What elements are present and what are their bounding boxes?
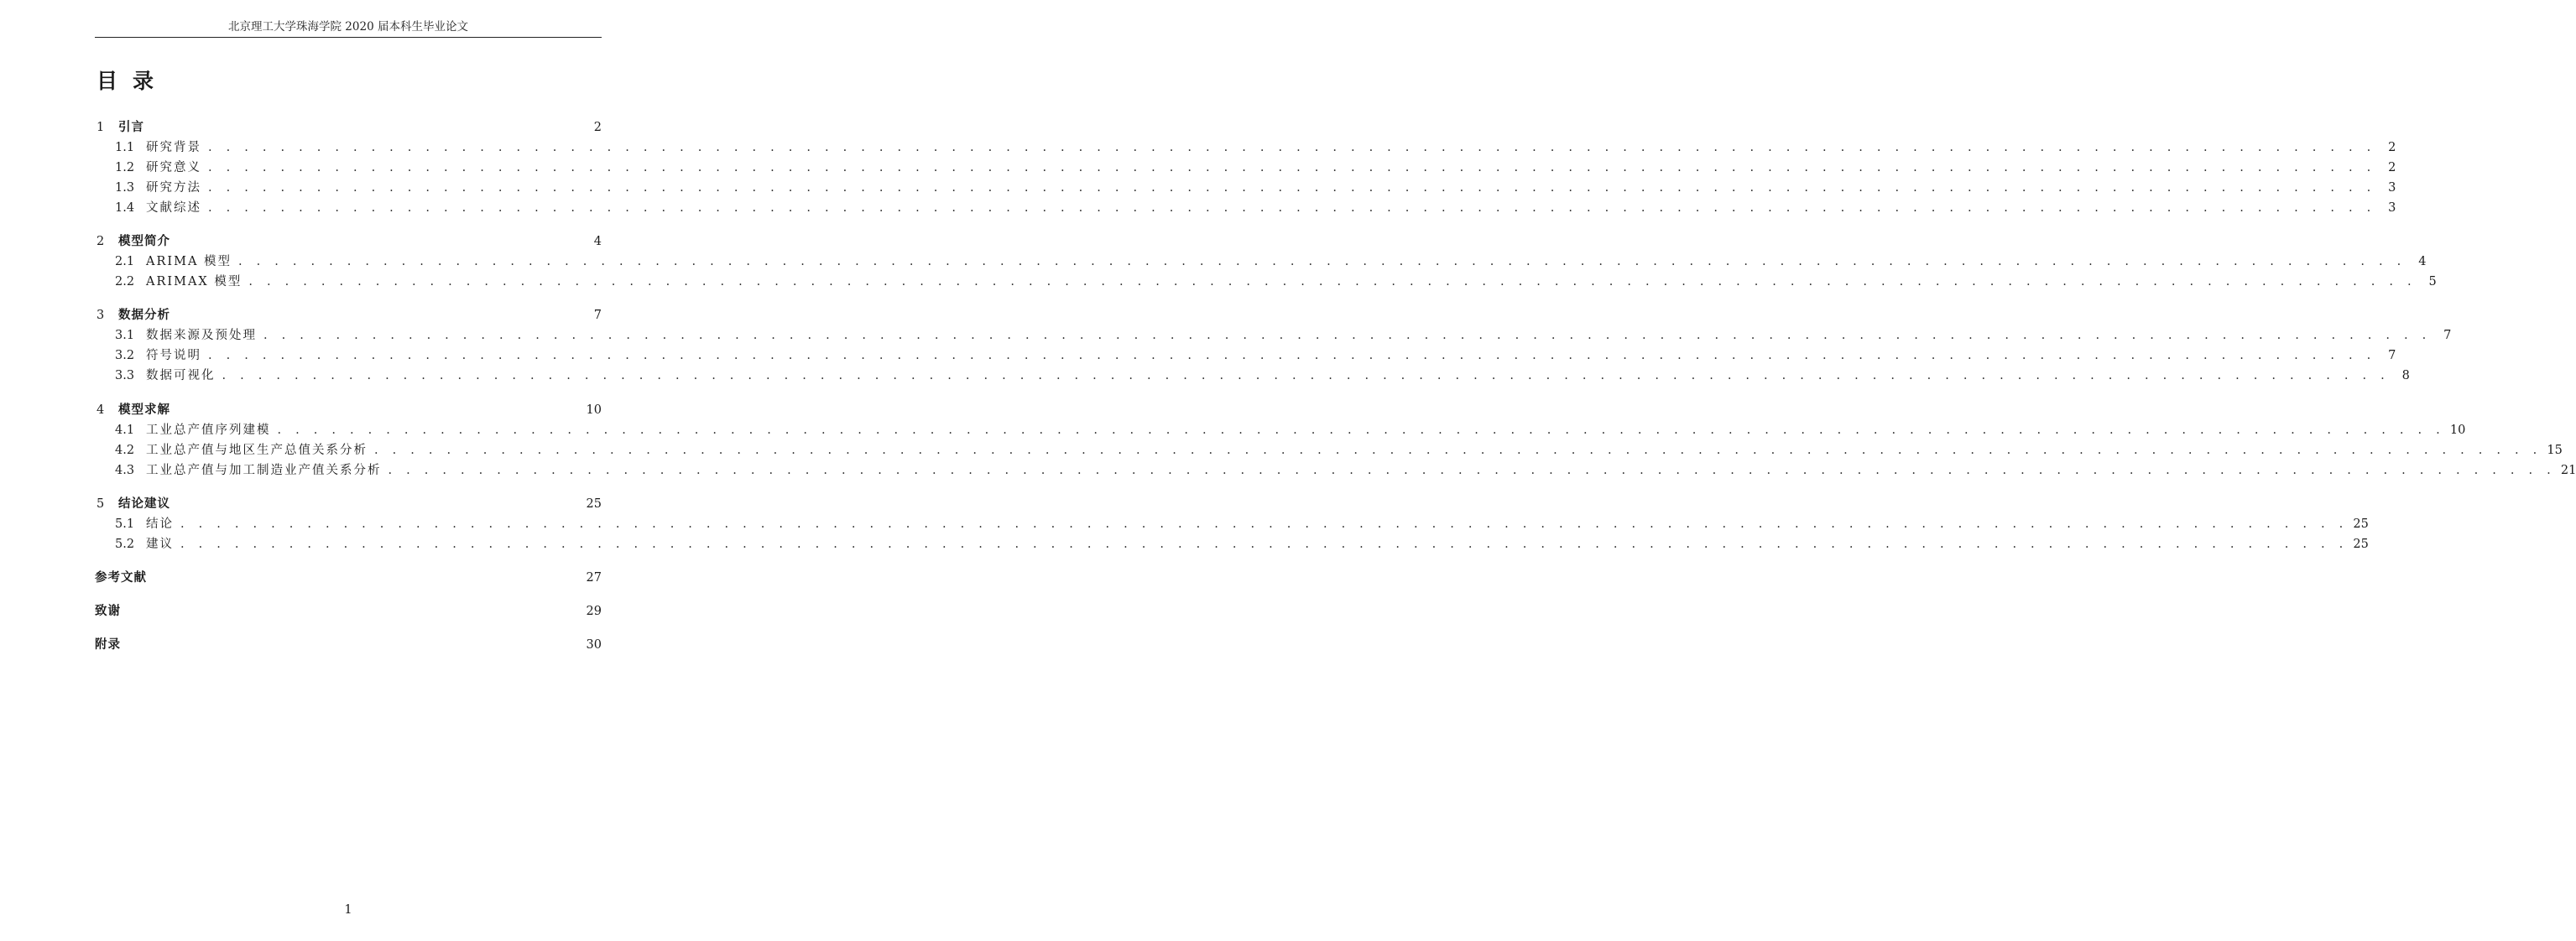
toc-entry-title: 符号说明 xyxy=(146,349,201,362)
toc-entry-page: 25 xyxy=(586,497,602,511)
toc-entry-title: ARIMAX 模型 xyxy=(146,275,242,289)
toc-entry-page: 21 xyxy=(2560,464,2576,477)
dot-leader: . . . . . . . . . . . . . . . . . . . . . . . . . . . . . . . . . . . . . . . . . . . . . . . . . . . . . . . . . . . . . . . . . . . . . . . . . . . . . . . . . . . . . . . . . . . . . . . . . . . . . . . . . . . . . . . . . . . . . . . . xyxy=(222,369,2390,382)
dot-leader: . . . . . . . . . . . . . . . . . . . . . . . . . . . . . . . . . . . . . . . . . . . . . . . . . . . . . . . . . . . . . . . . . . . . . . . . . . . . . . . . . . . . . . . . . . . . . . . . . . . . . . . . . . . . . . . . . . . . . . . . xyxy=(388,464,2556,477)
toc-entry-page: 7 xyxy=(2443,329,2452,342)
toc-entry-number: 4 xyxy=(96,403,105,417)
toc-entry-number: 3.2 xyxy=(115,349,135,362)
toc-entry-page: 30 xyxy=(586,638,602,652)
toc-chapter-entry[interactable] xyxy=(95,306,602,325)
dot-leader: . . . . . . . . . . . . . . . . . . . . . . . . . . . . . . . . . . . . . . . . . . . . . . . . . . . . . . . . . . . . . . . . . . . . . . . . . . . . . . . . . . . . . . . . . . . . . . . . . . . . . . . . . . . . . . . . . . . . . . . . xyxy=(238,255,2407,268)
toc-entry-number: 1.4 xyxy=(115,201,135,215)
toc-entry-page: 10 xyxy=(2449,424,2466,437)
toc-entry-title: 模型求解 xyxy=(118,403,170,417)
toc-entry-page: 25 xyxy=(2353,538,2369,551)
toc-entry-number: 2.2 xyxy=(115,275,135,289)
toc-entry-number: 2 xyxy=(96,235,105,248)
toc-entry-number: 4.1 xyxy=(115,424,135,437)
toc-entry-page: 29 xyxy=(586,605,602,618)
toc-entry-page: 4 xyxy=(2418,255,2427,268)
toc-entry-title: 建议 xyxy=(146,538,174,551)
toc-entry-page: 8 xyxy=(2401,369,2410,382)
toc-section-entry[interactable] xyxy=(95,199,2396,217)
dot-leader: . . . . . . . . . . . . . . . . . . . . . . . . . . . . . . . . . . . . . . . . . . . . . . . . . . . . . . . . . . . . . . . . . . . . . . . . . . . . . . . . . . . . . . . . . . . . . . . . . . . . . . . . . . . . . . . . . . . . . . . . xyxy=(277,424,2445,437)
toc-entry-number: 5 xyxy=(96,497,105,511)
toc-entry-title: 数据来源及预处理 xyxy=(146,329,257,342)
dot-leader: . . . . . . . . . . . . . . . . . . . . . . . . . . . . . . . . . . . . . . . . . . . . . . . . . . . . . . . . . . . . . . . . . . . . . . . . . . . . . . . . . . . . . . . . . . . . . . . . . . . . . . . . . . . . . . . . . . . . . . . . xyxy=(374,444,2542,457)
toc-entry-page: 4 xyxy=(593,235,602,248)
toc-entry-number: 4.2 xyxy=(115,444,135,457)
toc-backmatter-entry[interactable] xyxy=(95,602,602,621)
toc-section-entry[interactable] xyxy=(95,138,2396,157)
toc-entry-page: 7 xyxy=(2388,349,2396,362)
toc-entry-title: 引言 xyxy=(118,120,144,134)
toc-entry-page: 2 xyxy=(2388,161,2396,174)
toc-entry-title: 致谢 xyxy=(95,604,121,618)
toc-section-entry[interactable] xyxy=(95,179,2396,197)
toc-entry-number: 5.2 xyxy=(115,538,135,551)
toc-backmatter-entry[interactable] xyxy=(95,569,602,587)
toc-section-entry[interactable] xyxy=(95,273,2437,291)
toc-section-entry[interactable] xyxy=(95,159,2396,177)
toc-entry-title: 参考文献 xyxy=(95,570,147,585)
toc-entry-title: 附录 xyxy=(95,637,121,652)
toc-entry-title: 研究背景 xyxy=(146,141,201,154)
toc-chapter-entry[interactable] xyxy=(95,495,602,513)
toc-chapter-entry[interactable] xyxy=(95,232,602,251)
toc-title: 目录 xyxy=(96,69,169,93)
toc-entry-title: 结论 xyxy=(146,517,174,531)
toc-entry-number: 1.3 xyxy=(115,181,135,195)
dot-leader: . . . . . . . . . . . . . . . . . . . . . . . . . . . . . . . . . . . . . . . . . . . . . . . . . . . . . . . . . . . . . . . . . . . . . . . . . . . . . . . . . . . . . . . . . . . . . . . . . . . . . . . . . . . . . . . . . . . . . . . . xyxy=(208,161,2376,174)
toc-entry-number: 5.1 xyxy=(115,517,135,531)
dot-leader: . . . . . . . . . . . . . . . . . . . . . . . . . . . . . . . . . . . . . . . . . . . . . . . . . . . . . . . . . . . . . . . . . . . . . . . . . . . . . . . . . . . . . . . . . . . . . . . . . . . . . . . . . . . . . . . . . . . . . . . . xyxy=(248,275,2417,289)
toc-section-entry[interactable] xyxy=(95,367,2410,385)
toc-entry-page: 2 xyxy=(593,121,602,134)
toc-entry-page: 15 xyxy=(2547,444,2563,457)
dot-leader: . . . . . . . . . . . . . . . . . . . . . . . . . . . . . . . . . . . . . . . . . . . . . . . . . . . . . . . . . . . . . . . . . . . . . . . . . . . . . . . . . . . . . . . . . . . . . . . . . . . . . . . . . . . . . . . . . . . . . . . . xyxy=(180,517,2349,531)
toc-entry-title: 数据分析 xyxy=(118,308,170,322)
toc-entry-number: 1 xyxy=(96,121,105,134)
running-header: 北京理工大学珠海学院 2020 届本科生毕业论文 xyxy=(228,20,468,34)
dot-leader: . . . . . . . . . . . . . . . . . . . . . . . . . . . . . . . . . . . . . . . . . . . . . . . . . . . . . . . . . . . . . . . . . . . . . . . . . . . . . . . . . . . . . . . . . . . . . . . . . . . . . . . . . . . . . . . . . . . . . . . . xyxy=(263,329,2432,342)
toc-entry-title: 研究意义 xyxy=(146,161,201,174)
toc-entry-page: 3 xyxy=(2388,181,2396,195)
toc-entry-number: 4.3 xyxy=(115,464,135,477)
toc-entry-number: 3.1 xyxy=(115,329,135,342)
toc-entry-title: ARIMA 模型 xyxy=(146,255,232,268)
dot-leader: . . . . . . . . . . . . . . . . . . . . . . . . . . . . . . . . . . . . . . . . . . . . . . . . . . . . . . . . . . . . . . . . . . . . . . . . . . . . . . . . . . . . . . . . . . . . . . . . . . . . . . . . . . . . . . . . . . . . . . . . xyxy=(208,201,2376,215)
toc-section-entry[interactable] xyxy=(95,535,2369,554)
dot-leader: . . . . . . . . . . . . . . . . . . . . . . . . . . . . . . . . . . . . . . . . . . . . . . . . . . . . . . . . . . . . . . . . . . . . . . . . . . . . . . . . . . . . . . . . . . . . . . . . . . . . . . . . . . . . . . . . . . . . . . . . xyxy=(180,538,2349,551)
toc-entry-page: 27 xyxy=(586,571,602,585)
toc-section-entry[interactable] xyxy=(95,346,2396,365)
table-of-contents xyxy=(95,0,2576,941)
dot-leader: . . . . . . . . . . . . . . . . . . . . . . . . . . . . . . . . . . . . . . . . . . . . . . . . . . . . . . . . . . . . . . . . . . . . . . . . . . . . . . . . . . . . . . . . . . . . . . . . . . . . . . . . . . . . . . . . . . . . . . . . xyxy=(208,141,2376,154)
toc-entry-page: 10 xyxy=(586,403,602,417)
toc-chapter-entry[interactable] xyxy=(95,118,602,137)
toc-entry-title: 研究方法 xyxy=(146,181,201,195)
toc-entry-title: 工业总产值与地区生产总值关系分析 xyxy=(146,444,368,457)
toc-entry-page: 25 xyxy=(2353,517,2369,531)
toc-entry-page: 2 xyxy=(2388,141,2396,154)
toc-entry-page: 5 xyxy=(2428,275,2437,289)
toc-entry-page: 7 xyxy=(593,309,602,322)
page-number: 1 xyxy=(344,903,352,917)
toc-section-entry[interactable] xyxy=(95,421,2466,439)
toc-entry-number: 3 xyxy=(96,309,105,322)
toc-section-entry[interactable] xyxy=(95,461,2576,480)
dot-leader: . . . . . . . . . . . . . . . . . . . . . . . . . . . . . . . . . . . . . . . . . . . . . . . . . . . . . . . . . . . . . . . . . . . . . . . . . . . . . . . . . . . . . . . . . . . . . . . . . . . . . . . . . . . . . . . . . . . . . . . . xyxy=(208,181,2376,195)
toc-entry-title: 工业总产值与加工制造业产值关系分析 xyxy=(146,464,382,477)
toc-entry-number: 1.1 xyxy=(115,141,135,154)
toc-entry-title: 数据可视化 xyxy=(146,369,216,382)
toc-entry-title: 工业总产值序列建模 xyxy=(146,424,271,437)
toc-entry-page: 3 xyxy=(2388,201,2396,215)
toc-entry-title: 结论建议 xyxy=(118,496,170,511)
toc-entry-number: 2.1 xyxy=(115,255,135,268)
toc-entry-title: 模型简介 xyxy=(118,234,170,248)
toc-entry-title: 文献综述 xyxy=(146,201,201,215)
toc-backmatter-entry[interactable] xyxy=(95,636,602,654)
toc-section-entry[interactable] xyxy=(95,326,2452,345)
dot-leader: . . . . . . . . . . . . . . . . . . . . . . . . . . . . . . . . . . . . . . . . . . . . . . . . . . . . . . . . . . . . . . . . . . . . . . . . . . . . . . . . . . . . . . . . . . . . . . . . . . . . . . . . . . . . . . . . . . . . . . . . xyxy=(208,349,2376,362)
toc-section-entry[interactable] xyxy=(95,441,2563,460)
toc-entry-number: 1.2 xyxy=(115,161,135,174)
toc-section-entry[interactable] xyxy=(95,252,2427,271)
toc-section-entry[interactable] xyxy=(95,515,2369,533)
toc-entry-number: 3.3 xyxy=(115,369,135,382)
toc-chapter-entry[interactable] xyxy=(95,401,602,419)
